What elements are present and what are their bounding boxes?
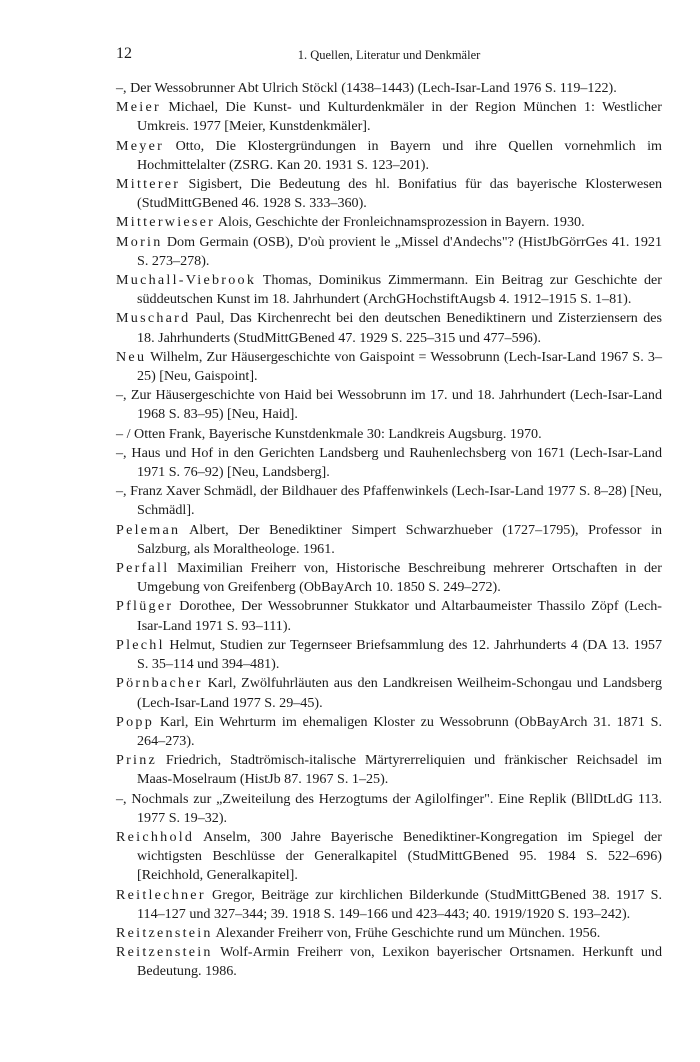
entry-text: Sigisbert, Die Bedeutung des hl. Bonifatius für das bayerische Klosterwesen (StudMittGBened 46. 1928 S. 333–360). [137, 176, 662, 212]
bibliography-entry [116, 790, 662, 828]
entry-text: Thomas, Dominikus Zimmermann. Ein Beitrag zur Geschichte der süddeutschen Kunst im 18. Jahrhundert (ArchGHochstiftAugsb 4. 1912–1915 S. 1–81). [137, 272, 662, 308]
bibliography-entry [116, 597, 662, 635]
bibliography-entry [116, 886, 662, 924]
entry-author: Popp [116, 713, 155, 730]
entry-text: –, Nochmals zur „Zweiteilung des Herzogtums der Agilolfinger". Eine Replik (BllDtLdG 113. 1977 S. 19–32). [116, 790, 662, 826]
bibliography-entry [116, 79, 662, 98]
entry-author: Reichhold [116, 828, 195, 845]
entry-author: Mitterwieser [116, 214, 216, 231]
entry-author: Perfall [116, 560, 170, 577]
entry-author: Meier [116, 99, 161, 116]
page-number: 12 [116, 45, 132, 62]
entry-text: Dom Germain (OSB), D'où provient le „Missel d'Andechs"? (HistJbGörrGes 41. 1921 S. 273–278). [137, 233, 662, 269]
entry-author: Reitzenstein [116, 924, 213, 941]
entry-author: Muchall-Viebrook [116, 272, 257, 289]
entry-text: Helmut, Studien zur Tegernseer Briefsammlung des 12. Jahrhunderts 4 (DA 13. 1957 S. 35–114 und 394–481). [137, 636, 662, 673]
bibliography-entry [116, 636, 662, 674]
entry-author: Neu [116, 348, 147, 365]
bibliography-entry [116, 559, 662, 597]
bibliography-entry [116, 751, 662, 789]
entry-text: Karl, Zwölfuhrläuten aus den Landkreisen Weilheim-Schongau und Landsberg (Lech-Isar-Land 1977 S. 29–45). [137, 675, 662, 711]
bibliography-entry [116, 386, 662, 424]
bibliography-entry [116, 213, 662, 232]
bibliography-list [116, 79, 662, 982]
bibliography-entry [116, 348, 662, 386]
entry-text: Alois, Geschichte der Fronleichnamsprozession in Bayern. 1930. [215, 214, 585, 231]
entry-author: Plechl [116, 636, 165, 653]
bibliography-entry [116, 425, 662, 444]
entry-author: Reitlechner [116, 886, 206, 903]
entry-text: –, Zur Häusergeschichte von Haid bei Wessobrunn im 17. und 18. Jahrhundert (Lech-Isar-Land 1968 S. 83–95) [Neu, Haid]. [116, 387, 662, 423]
entry-author: Reitzenstein [116, 944, 213, 961]
bibliography-entry [116, 309, 662, 347]
bibliography-entry [116, 924, 662, 943]
entry-text: Gregor, Beiträge zur kirchlichen Bilderkunde (StudMittGBened 38. 1917 S. 114–127 und 327–344; 39. 1918 S. 149–166 und 423–443; 40. 1919/1920 S. 193–242). [137, 886, 662, 922]
entry-text: Dorothee, Der Wessobrunner Stukkator und Altarbaumeister Thassilo Zöpf (Lech-Isar-Land 1971 S. 93–111). [137, 598, 662, 634]
bibliography-entry [116, 137, 662, 175]
entry-author: Meyer [116, 137, 165, 154]
bibliography-entry [116, 175, 662, 213]
bibliography-entry [116, 271, 662, 309]
entry-text: Anselm, 300 Jahre Bayerische Benediktiner-Kongregation im Spiegel der wichtigsten Beschlüsse der Generalkapitel (StudMittGBened 95. 1984 S. 522–696) [Reichhold, Generalkapitel]. [137, 828, 662, 884]
entry-author: Peleman [116, 521, 181, 538]
entry-text: Wilhelm, Zur Häusergeschichte von Gaispoint = Wessobrunn (Lech-Isar-Land 1967 S. 3–25) [Neu, Gaispoint]. [137, 348, 662, 385]
bibliography-entry [116, 674, 662, 712]
bibliography-entry [116, 233, 662, 271]
entry-text: Wolf-Armin Freiherr von, Lexikon bayerischer Ortsnamen. Herkunft und Bedeutung. 1986. [137, 944, 662, 980]
entry-text: Alexander Freiherr von, Frühe Geschichte rund um München. 1956. [212, 924, 601, 941]
page-header [116, 44, 662, 64]
entry-author: Pflüger [116, 598, 174, 615]
entry-text: Otto, Die Klostergründungen in Bayern und ihre Quellen vornehmlich im Hochmittelalter (ZSRG. Kan 20. 1931 S. 123–201). [137, 137, 662, 173]
entry-text: –, Franz Xaver Schmädl, der Bildhauer des Pfaffenwinkels (Lech-Isar-Land 1977 S. 8–28) [Neu, Schmädl]. [116, 483, 662, 519]
entry-text: –, Der Wessobrunner Abt Ulrich Stöckl (1438–1443) (Lech-Isar-Land 1976 S. 119–122). [116, 80, 617, 96]
entry-author: Muschard [116, 310, 191, 327]
bibliography-entry [116, 482, 662, 520]
entry-author: Pörnbacher [116, 675, 203, 692]
entry-text: –, Haus und Hof in den Gerichten Landsberg und Rauhenlechsberg von 1671 (Lech-Isar-Land 1971 S. 76–92) [Neu, Landsberg]. [116, 444, 662, 481]
bibliography-entry [116, 713, 662, 751]
entry-text: Maximilian Freiherr von, Historische Beschreibung mehrerer Ortschaften in der Umgebung von Greifenberg (ObBayArch 10. 1850 S. 249–272). [137, 560, 662, 596]
bibliography-entry [116, 943, 662, 981]
entry-author: Mitterer [116, 176, 181, 193]
entry-text: Michael, Die Kunst- und Kulturdenkmäler in der Region München 1: Westlicher Umkreis. 1977 [Meier, Kunstdenkmäler]. [137, 99, 662, 135]
entry-text: Friedrich, Stadtrömisch-italische Märtyrerreliquien und fränkischer Reichsadel im Maas-Moselraum (HistJb 87. 1967 S. 1–25). [137, 752, 662, 788]
entry-text: Paul, Das Kirchenrecht bei den deutschen Benediktinern und Zisterziensern des 18. Jahrhunderts (StudMittGBened 47. 1929 S. 225–315 und 477–596). [137, 310, 662, 346]
entry-author: Morin [116, 233, 163, 250]
bibliography-entry [116, 521, 662, 559]
entry-text: – / Otten Frank, Bayerische Kunstdenkmale 30: Landkreis Augsburg. 1970. [116, 425, 542, 442]
bibliography-entry [116, 828, 662, 886]
bibliography-entry [116, 98, 662, 136]
entry-text: Karl, Ein Wehrturm im ehemaligen Kloster zu Wessobrunn (ObBayArch 31. 1871 S. 264–273). [137, 713, 662, 749]
bibliography-entry [116, 444, 662, 482]
entry-text: Albert, Der Benediktiner Simpert Schwarzhueber (1727–1795), Professor in Salzburg, als Moraltheologe. 1961. [137, 521, 662, 557]
running-title: 1. Quellen, Literatur und Denkmäler [297, 48, 481, 62]
entry-author: Prinz [116, 752, 158, 769]
